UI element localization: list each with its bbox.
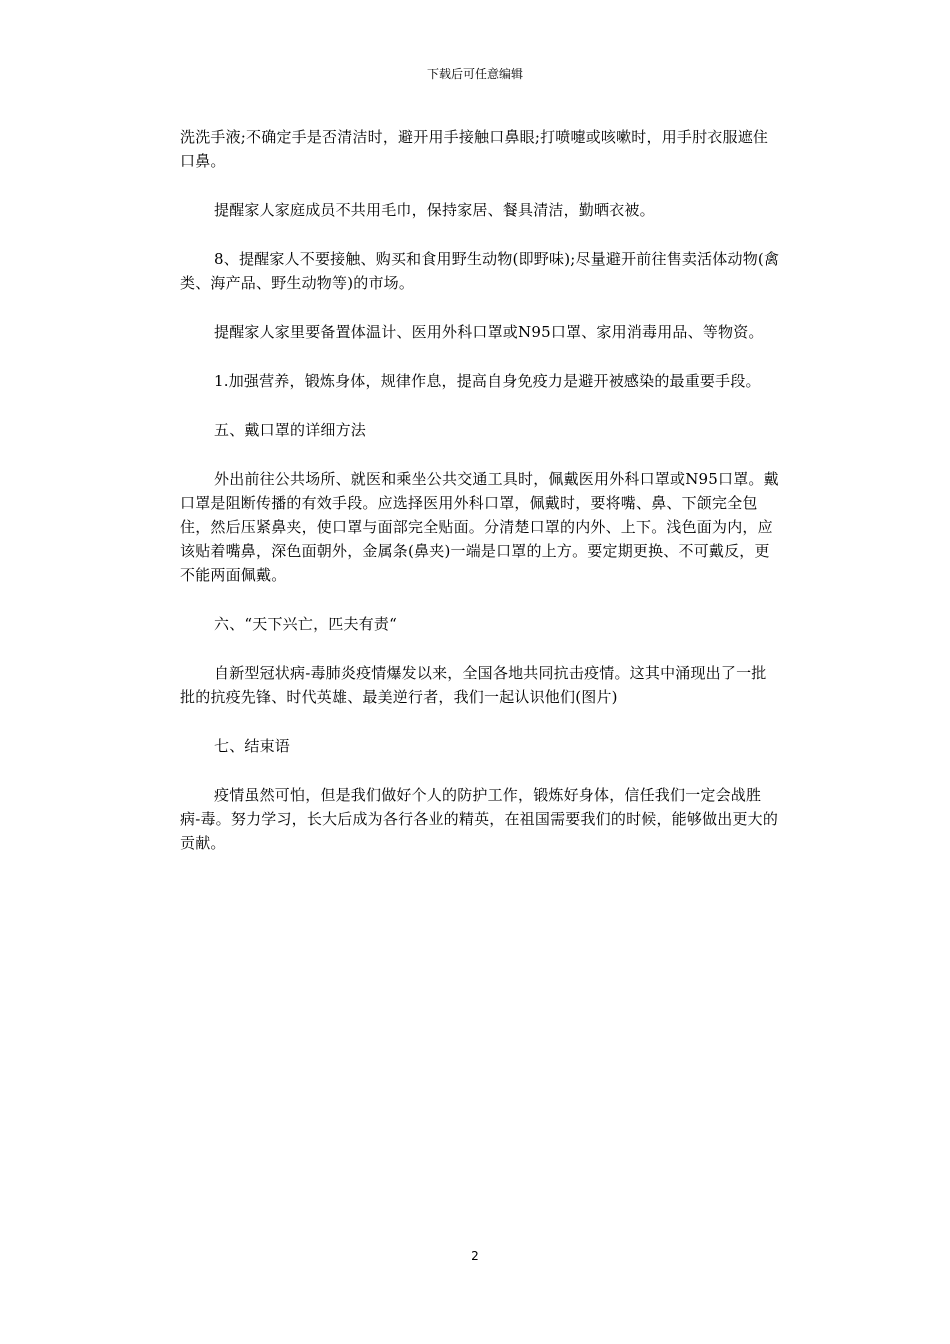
page-number: 2 <box>471 1249 479 1263</box>
paragraph-heroes: 自新型冠状病-毒肺炎疫情爆发以来，全国各地共同抗击疫情。这其中涌现出了一批批的抗疫先锋、时代英雄、最美逆行者，我们一起认识他们(图片) <box>180 664 767 706</box>
page-header: 下载后可任意编辑 <box>426 67 523 81</box>
paragraph-mask-method: 外出前往公共场所、就医和乘坐公共交通工具时，佩戴医用外科口罩或N95口罩。戴口罩是阻断传播的有效手段。应选择医用外科口罩，佩戴时，要将嘴、鼻、下颌完全包住，然后压紧鼻夹，使口罩与面部完全贴面。分清楚口罩的内外、上下。浅色面为内，应该贴着嘴鼻，深色面朝外，金属条(鼻夹)一端是口罩的上方。要定期更换、不可戴反，更不能两面佩戴。 <box>180 470 779 584</box>
document-body <box>180 125 780 880</box>
section-heading-mask-method: 五、戴口罩的详细方法 <box>214 421 367 439</box>
paragraph-wild-animals: 8、提醒家人不要接触、购买和食用野生动物(即野味);尽量避开前往售卖活体动物(禽类、海产品、野生动物等)的市场。 <box>180 250 780 292</box>
paragraph-conclusion: 疫情虽然可怕，但是我们做好个人的防护工作，锻炼好身体，信任我们一定会战胜病-毒。努力学习，长大后成为各行各业的精英，在祖国需要我们的时候，能够做出更大的贡献。 <box>180 786 779 852</box>
paragraph-nutrition: 1.加强营养，锻炼身体，规律作息，提高自身免疫力是避开被感染的最重要手段。 <box>214 372 761 390</box>
paragraph-towels: 提醒家人家庭成员不共用毛巾，保持家居、餐具清洁，勤晒衣被。 <box>214 201 655 219</box>
paragraph-supplies: 提醒家人家里要备置体温计、医用外科口罩或N95口罩、家用消毒用品、等物资。 <box>214 323 764 341</box>
section-heading-conclusion: 七、结束语 <box>214 737 291 755</box>
paragraph-handwashing: 洗洗手液;不确定手是否清洁时，避开用手接触口鼻眼;打喷嚏或咳嗽时，用手肘衣服遮住口鼻。 <box>180 128 769 170</box>
section-heading-responsibility: 六、“天下兴亡，匹夫有责“ <box>214 615 397 633</box>
